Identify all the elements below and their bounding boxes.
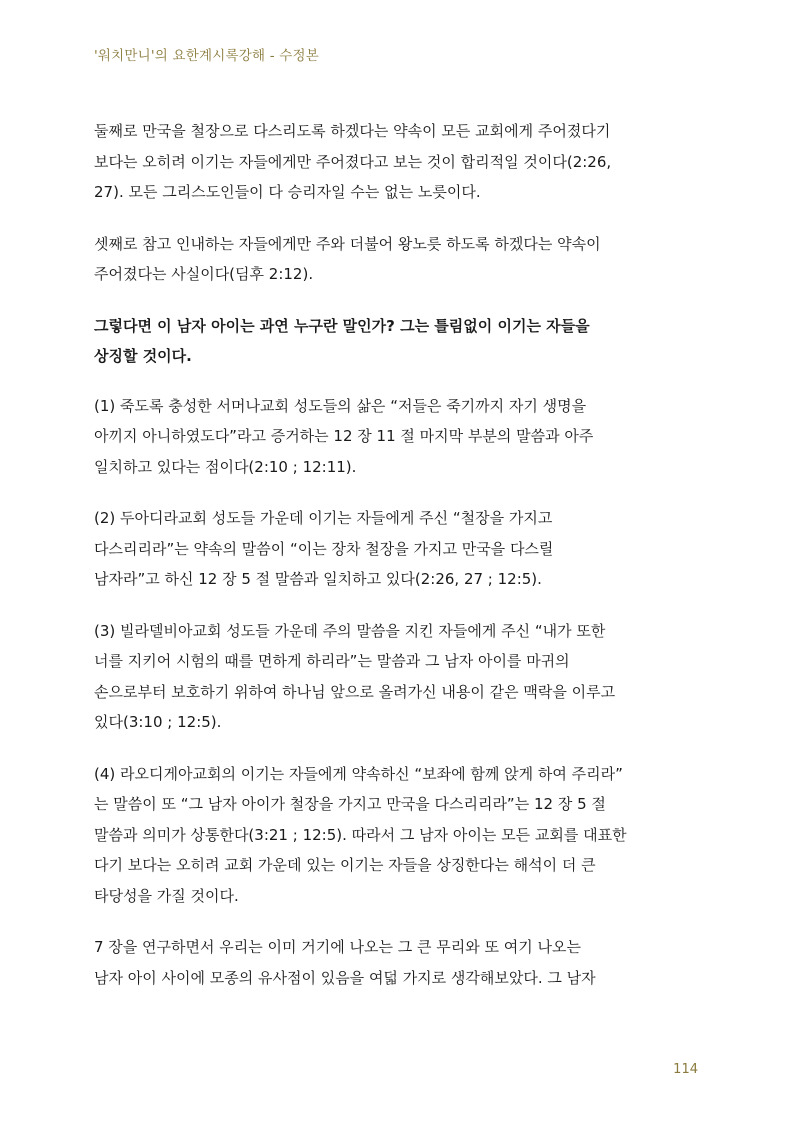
paragraph xyxy=(94,229,698,290)
page-body xyxy=(94,116,698,1014)
text-line: 다기 보다는 오히려 교회 가운데 있는 이기는 자들을 상징한다는 해석이 더 큰 xyxy=(94,856,596,874)
text-line: 둘째로 만국을 철장으로 다스리도록 하겠다는 약속이 모든 교회에게 주어졌다기 xyxy=(94,122,611,140)
text-line: 남자 아이 사이에 모종의 유사점이 있음을 여덟 가지로 생각해보았다. 그 남자 xyxy=(94,968,596,987)
text-line: 셋째로 참고 인내하는 자들에게만 주와 더불어 왕노릇 하도록 하겠다는 약속이 xyxy=(94,234,601,253)
text-line: 주어졌다는 사실이다(딤후 2:12). xyxy=(94,265,314,283)
running-header: '워치만니'의 요한계시록강해 - 수정본 xyxy=(94,48,319,64)
text-line: 말씀과 의미가 상통한다(3:21 ; 12:5). 따라서 그 남자 아이는 모든 교회를 대표한 xyxy=(94,825,627,844)
paragraph xyxy=(94,116,698,208)
text-line: 보다는 오히려 이기는 자들에게만 주어졌다고 보는 것이 합리적일 것이다(2:26, xyxy=(94,152,612,171)
text-line: 있다(3:10 ; 12:5). xyxy=(94,713,222,731)
paragraph xyxy=(94,759,698,912)
bold-paragraph xyxy=(94,311,698,372)
page-number: 114 xyxy=(673,1062,698,1077)
text-line: 일치하고 있다는 점이다(2:10 ; 12:11). xyxy=(94,457,357,476)
text-line: 는 말씀이 또 “그 남자 아이가 철장을 가지고 만국을 다스리리라”는 12 장 5 절 xyxy=(94,795,606,813)
text-line: 그렇다면 이 남자 아이는 과연 누구란 말인가? 그는 틀림없이 이기는 자들을 xyxy=(94,316,590,335)
text-line: 상징할 것이다. xyxy=(94,347,192,365)
text-line: 남자라”고 하신 12 장 5 절 말씀과 일치하고 있다(2:26, 27 ; 12:5). xyxy=(94,570,542,588)
paragraph xyxy=(94,932,698,993)
text-line: 27). 모든 그리스도인들이 다 승리자일 수는 없는 노릇이다. xyxy=(94,183,481,201)
text-line: 타당성을 가질 것이다. xyxy=(94,886,239,905)
paragraph xyxy=(94,391,698,483)
text-line: 아끼지 아니하였도다”라고 증거하는 12 장 11 절 마지막 부분의 말씀과 아주 xyxy=(94,427,594,445)
paragraph xyxy=(94,616,698,738)
text-line: (4) 라오디게아교회의 이기는 자들에게 약속하신 “보좌에 함께 앉게 하여 주리라” xyxy=(94,764,623,783)
text-line: 7 장을 연구하면서 우리는 이미 거기에 나오는 그 큰 무리와 또 여기 나오는 xyxy=(94,938,581,956)
text-line: (2) 두아디라교회 성도들 가운데 이기는 자들에게 주신 “철장을 가지고 xyxy=(94,509,553,527)
text-line: 너를 지키어 시험의 때를 면하게 하리라”는 말씀과 그 남자 아이를 마귀의 xyxy=(94,652,570,670)
text-line: (3) 빌라델비아교회 성도들 가운데 주의 말씀을 지킨 자들에게 주신 “내가 또한 xyxy=(94,621,606,640)
text-line: 다스리리라”는 약속의 말씀이 “이는 장차 철장을 가지고 만국을 다스릴 xyxy=(94,539,554,558)
text-line: (1) 죽도록 충성한 서머나교회 성도들의 삶은 “저들은 죽기까지 자기 생명을 xyxy=(94,396,587,415)
text-line: 손으로부터 보호하기 위하여 하나님 앞으로 올려가신 내용이 같은 맥락을 이루고 xyxy=(94,682,616,701)
paragraph xyxy=(94,503,698,595)
